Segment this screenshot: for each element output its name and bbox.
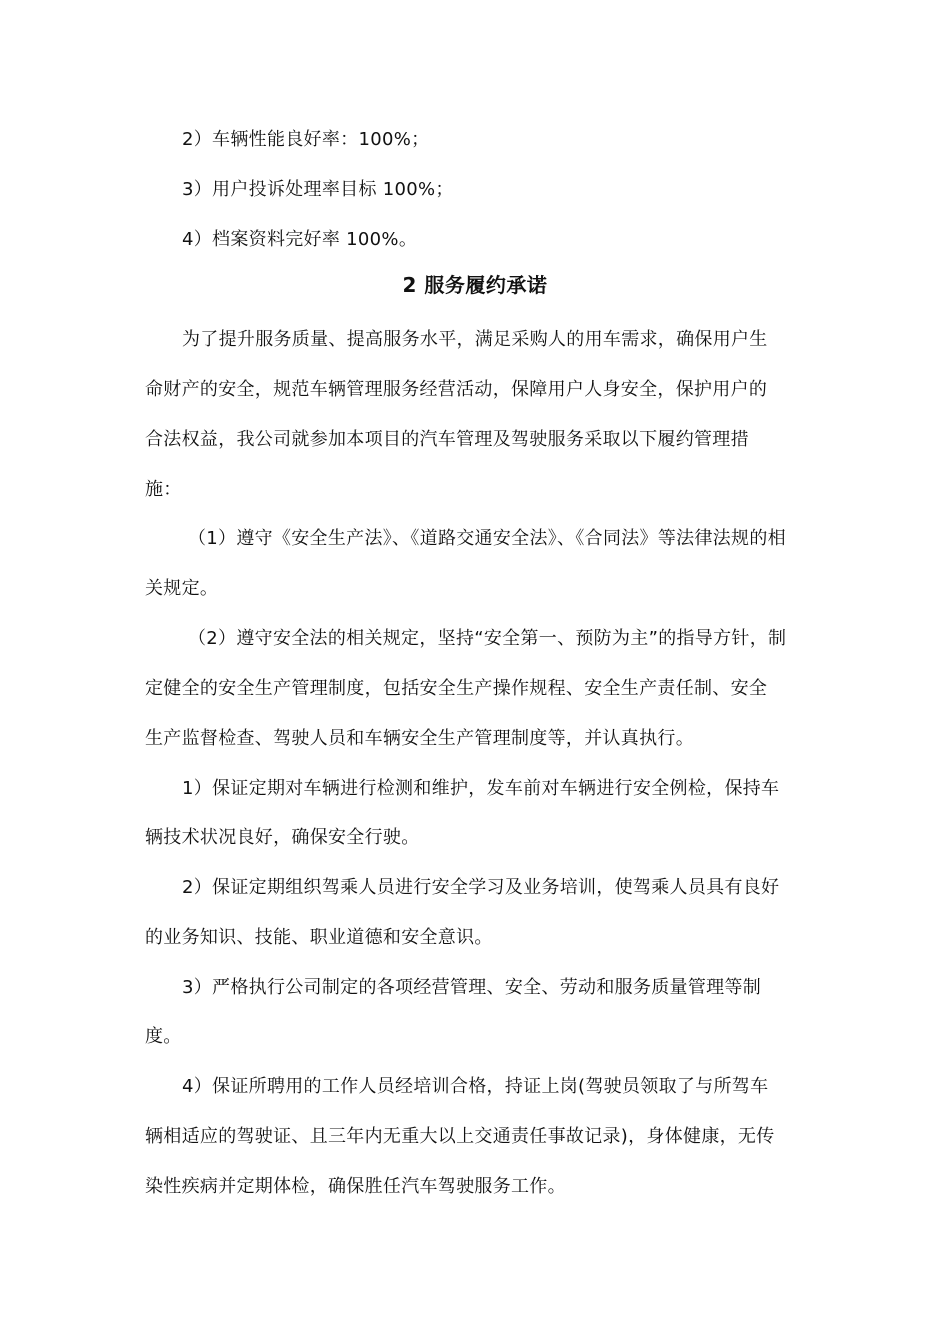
sub4-line: 辆相适应的驾驶证、且三年内无重大以上交通责任事故记录)，身体健康，无传 [145,1126,775,1147]
item1-line: 关规定。 [145,578,219,599]
item2-line: 定健全的安全生产管理制度，包括安全生产操作规程、安全生产责任制、安全 [145,678,768,699]
list-item-complaint-handling: 3）用户投诉处理率目标 100%； [182,179,454,200]
item2-line: （2）遵守安全法的相关规定，坚持“安全第一、预防为主”的指导方针，制 [188,628,787,649]
sub2-line: 的业务知识、技能、职业道德和安全意识。 [145,927,493,948]
sub3-line: 度。 [145,1026,182,1047]
sub4-line: 染性疾病并定期体检，确保胜任汽车驾驶服务工作。 [145,1176,566,1197]
sub1-line: 1）保证定期对车辆进行检测和维护，发车前对车辆进行安全例检，保持车 [182,778,780,799]
list-item-vehicle-performance: 2）车辆性能良好率：100%； [182,129,430,150]
sub4-line: 4）保证所聘用的工作人员经培训合格，持证上岗(驾驶员领取了与所驾车 [182,1076,769,1097]
sub1-line: 辆技术状况良好，确保安全行驶。 [145,827,420,848]
intro-line: 合法权益，我公司就参加本项目的汽车管理及驾驶服务采取以下履约管理措 [145,429,749,450]
section-heading: 2 服务履约承诺 [402,273,548,297]
sub3-line: 3）严格执行公司制定的各项经营管理、安全、劳动和服务质量管理等制 [182,977,762,998]
intro-line: 命财产的安全，规范车辆管理服务经营活动，保障用户人身安全，保护用户的 [145,379,768,400]
intro-line: 为了提升服务质量、提高服务水平，满足采购人的用车需求，确保用户生 [182,329,768,350]
sub2-line: 2）保证定期组织驾乘人员进行安全学习及业务培训，使驾乘人员具有良好 [182,877,780,898]
item1-line: （1）遵守《安全生产法》、《道路交通安全法》、《合同法》等法律法规的相 [188,528,786,549]
item2-line: 生产监督检查、驾驶人员和车辆安全生产管理制度等，并认真执行。 [145,728,694,749]
intro-line: 施： [145,479,182,500]
list-item-archive-integrity: 4）档案资料完好率 100%。 [182,229,418,250]
